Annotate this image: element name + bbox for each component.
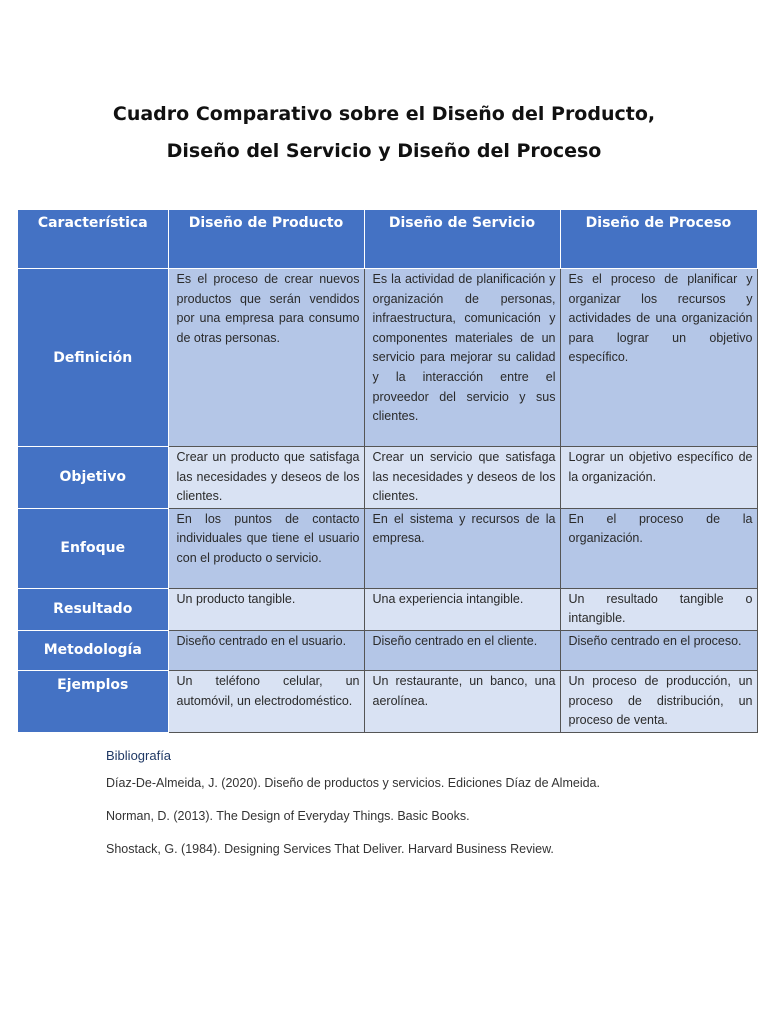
row-label-definicion: Definición: [18, 269, 168, 447]
row-label-metodologia: Metodología: [18, 630, 168, 670]
table-row-resultado: [18, 588, 757, 630]
bibliography-heading: Bibliografía: [106, 748, 172, 763]
cell-ejemplos-servicio: Un restaurante, un banco, una aerolínea.: [364, 670, 560, 732]
table-row-objetivo: [18, 447, 757, 509]
cell-definicion-servicio: Es la actividad de planificación y organización de personas, infraestructura, comunicación y componentes materiales de un servicio para mejorar su calidad y la interacción entre el proveedor del servicio y sus clientes.: [364, 269, 560, 447]
cell-resultado-servicio: Una experiencia intangible.: [364, 588, 560, 630]
cell-definicion-producto: Es el proceso de crear nuevos productos que serán vendidos por una empresa para consumo de otras personas.: [168, 269, 364, 447]
header-diseno-proceso: Diseño de Proceso: [560, 210, 757, 269]
table-row-metodologia: [18, 630, 757, 670]
table-header-row: [18, 210, 757, 269]
page-title: [0, 96, 768, 170]
bibliography: [106, 748, 726, 873]
cell-metodologia-proceso: Diseño centrado en el proceso.: [560, 630, 757, 670]
header-caracteristica: Característica: [18, 210, 168, 269]
row-label-resultado: Resultado: [18, 588, 168, 630]
bibliography-item: Shostack, G. (1984). Designing Services That Deliver. Harvard Business Review.: [106, 842, 554, 856]
comparison-table: [18, 210, 758, 733]
cell-objetivo-proceso: Lograr un objetivo específico de la organización.: [560, 447, 757, 509]
row-label-enfoque: Enfoque: [18, 508, 168, 588]
bibliography-item: Norman, D. (2013). The Design of Everyday Things. Basic Books.: [106, 809, 470, 823]
cell-enfoque-servicio: En el sistema y recursos de la empresa.: [364, 508, 560, 588]
header-diseno-servicio: Diseño de Servicio: [364, 210, 560, 269]
cell-enfoque-producto: En los puntos de contacto individuales que tiene el usuario con el producto o servicio.: [168, 508, 364, 588]
cell-metodologia-servicio: Diseño centrado en el cliente.: [364, 630, 560, 670]
title-line-2: Diseño del Servicio y Diseño del Proceso: [166, 140, 602, 162]
header-diseno-producto: Diseño de Producto: [168, 210, 364, 269]
title-line-1: Cuadro Comparativo sobre el Diseño del Producto,: [112, 103, 656, 125]
cell-definicion-proceso: Es el proceso de planificar y organizar los recursos y actividades de una organización para lograr un objetivo específico.: [560, 269, 757, 447]
table-row-enfoque: [18, 508, 757, 588]
bibliography-item: Díaz-De-Almeida, J. (2020). Diseño de productos y servicios. Ediciones Díaz de Almeida.: [106, 776, 600, 790]
table-row-definicion: [18, 269, 757, 447]
cell-objetivo-servicio: Crear un servicio que satisfaga las necesidades y deseos de los clientes.: [364, 447, 560, 509]
cell-resultado-producto: Un producto tangible.: [168, 588, 364, 630]
table-row-ejemplos: [18, 670, 757, 732]
cell-metodologia-producto: Diseño centrado en el usuario.: [168, 630, 364, 670]
row-label-objetivo: Objetivo: [18, 447, 168, 509]
cell-ejemplos-proceso: Un proceso de producción, un proceso de distribución, un proceso de venta.: [560, 670, 757, 732]
row-label-ejemplos: Ejemplos: [18, 670, 168, 732]
cell-resultado-proceso: Un resultado tangible o intangible.: [560, 588, 757, 630]
cell-objetivo-producto: Crear un producto que satisfaga las necesidades y deseos de los clientes.: [168, 447, 364, 509]
cell-enfoque-proceso: En el proceso de la organización.: [560, 508, 757, 588]
cell-ejemplos-producto: Un teléfono celular, un automóvil, un electrodoméstico.: [168, 670, 364, 732]
